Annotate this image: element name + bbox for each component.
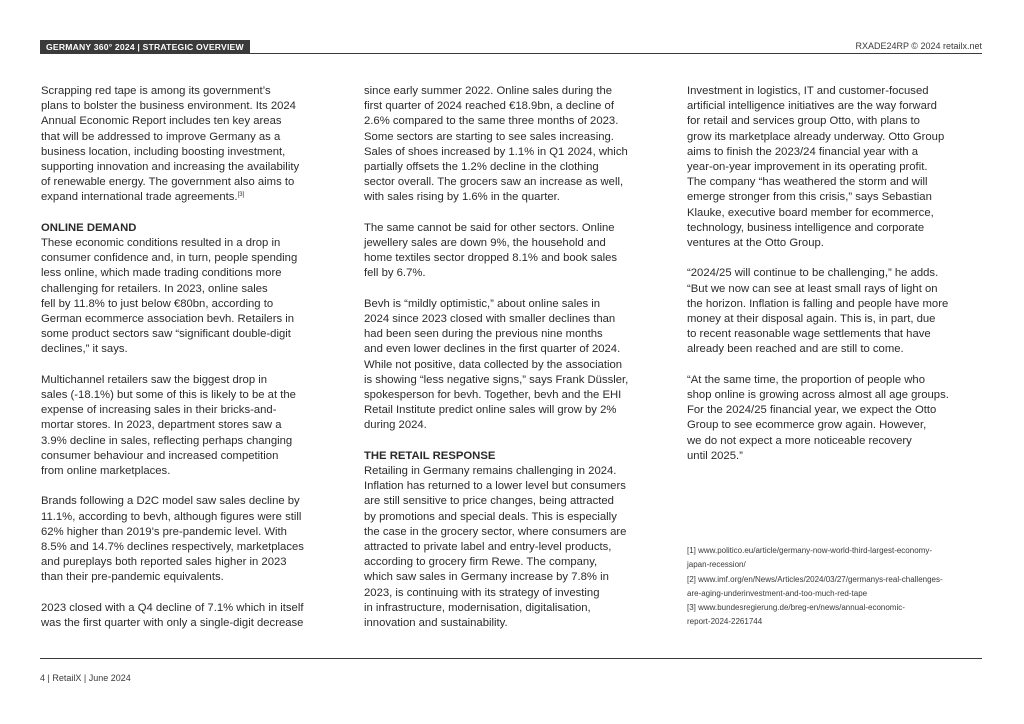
paragraph: “2024/25 will continue to be challenging,” he adds. “But we now can see at least small rays of light on the horizon. Inflation is falling and people have more money at their disposal again. This is, in part, due to recent reasonable wage settlements that have already been reached and are still to come.	[687, 267, 949, 356]
footer-rule	[40, 658, 982, 659]
page-header	[40, 40, 982, 54]
paragraph: Scrapping red tape is among its government’s plans to bolster the business environment. Its 2024 Annual Economic Report includes ten key areas that will be addressed to improve Germany as a business location, including boosting investment, supporting innovation and increasing the availability of renewable energy. The government also aims to expand international trade agreements.[3]	[41, 85, 300, 204]
paragraph: The same cannot be said for other sectors. Online jewellery sales are down 9%, the household and home textiles sector dropped 8.1% and book sales fell by 6.7%.	[364, 221, 618, 280]
column-3	[687, 84, 987, 464]
paragraph: Brands following a D2C model saw sales decline by 11.1%, according to bevh, although figures were still 62% higher than 2019’s pre-pandemic level. With 8.5% and 14.7% declines respectively, marketplaces and pureplays both reported sales higher in 2023 than their pre-pandemic equivalents.	[41, 495, 304, 584]
footnotes	[687, 544, 987, 630]
column-2	[364, 84, 664, 631]
paragraph: Retailing in Germany remains challenging in 2024. Inflation has returned to a lower level but consumers are still sensitive to price changes, being attracted by promotions and special deals. This is especially the case in the grocery sector, where consumers are attracted to private label and entry-level products, according to grocery firm Rewe. The company, which saw sales in Germany increase by 7.8% in 2023, is continuing with its strategy of investing in infrastructure, modernisation, digitalisation, innovation and sustainability.	[364, 465, 627, 630]
paragraph: These economic conditions resulted in a drop in consumer confidence and, in turn, people spending less online, which made trading conditions more challenging for retailers. In 2023, online sales fell by 11.8% to just below €80bn, according to German ecommerce association bevh. Retailers in some product sectors saw “significant double-digit declines,” it says.	[41, 237, 298, 356]
footnote-link[interactable]: [2] www.imf.org/en/News/Articles/2024/03/27/germanys-real-challenges- are-aging-underinvestment-and-too-much-red-tape	[687, 574, 943, 598]
section-heading-retail-response: THE RETAIL RESPONSE	[364, 449, 496, 462]
paragraph: Investment in logistics, IT and customer-focused artificial intelligence initiatives are the way forward for retail and services group Otto, with plans to grow its marketplace already underway. Otto Group aims to finish the 2023/24 financial year with a year-on-year improvement in its operating profit. The company “has weathered the storm and will emerge stronger from this crisis,” says Sebastian Klauke, executive board member for ecommerce, technology, business intelligence and corporate ventures at the Otto Group.	[687, 85, 945, 250]
paragraph: “At the same time, the proportion of people who shop online is growing across almost all age groups. For the 2024/25 financial year, we expect the Otto Group to see ecommerce grow again. However, we do not expect a more noticeable recovery until 2025.”	[687, 373, 949, 462]
page-footer: 4 | RetailX | June 2024	[40, 673, 131, 683]
footnote-link[interactable]: [1] www.politico.eu/article/germany-now-world-third-largest-economy- japan-recession/	[687, 546, 932, 570]
paragraph: 2023 closed with a Q4 decline of 7.1% which in itself was the first quarter with only a single-digit decrease	[41, 601, 304, 630]
paragraph: since early summer 2022. Online sales during the first quarter of 2024 reached €18.9bn, a decline of 2.6% compared to the same three months of 2023. Some sectors are starting to see sales increasing. Sales of shoes increased by 1.1% in Q1 2024, which partially offsets the 1.2% decline in the clothing sector overall. The grocers saw an increase as well, with sales rising by 1.6% in the quarter.	[364, 85, 628, 204]
footnote-link[interactable]: [3] www.bundesregierung.de/breg-en/news/annual-economic- report-2024-2261744	[687, 603, 905, 627]
paragraph: Bevh is “mildly optimistic,” about online sales in 2024 since 2023 closed with smaller declines than had been seen during the previous nine months and even lower declines in the first quarter of 2024. While not positive, data collected by the association is showing “less negative signs,” says Frank Düssler, spokesperson for bevh. Together, bevh and the EHI Retail Institute predict online sales will grow by 2% during 2024.	[364, 297, 629, 432]
paragraph: Multichannel retailers saw the biggest drop in sales (-18.1%) but some of this is likely to be at the expense of increasing sales in their bricks-and- mortar stores. In 2023, department stores saw a 3.9% decline in sales, reflecting perhaps changing consumer behaviour and increased competition from online marketplaces.	[41, 373, 296, 478]
document-code: RXADE24RP © 2024 retailx.net	[855, 41, 982, 51]
column-1	[41, 84, 341, 631]
footnote-ref[interactable]: [3]	[237, 192, 245, 199]
section-tag: GERMANY 360° 2024 | STRATEGIC OVERVIEW	[40, 40, 250, 54]
section-heading-online-demand: ONLINE DEMAND	[41, 221, 137, 234]
